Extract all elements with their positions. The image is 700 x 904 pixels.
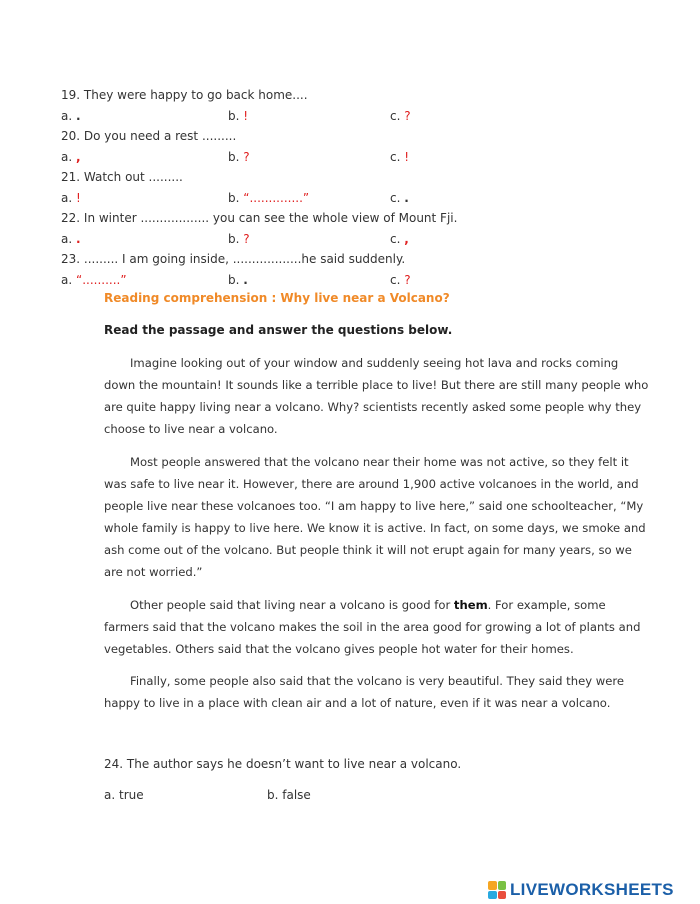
question-24-option-false[interactable]: b. false xyxy=(267,788,311,802)
question-19: 19. They were happy to go back home.... xyxy=(61,88,308,102)
passage-paragraph-1: Imagine looking out of your window and suddenly seeing hot lava and rocks coming down the mountain! It sounds like a terrible place to live! But there are still many people who are quite happy living near a volcano. Why? scientists recently asked some people why they choose to live near a volcano. xyxy=(104,356,649,436)
question-20-option-a[interactable]: a. , xyxy=(61,150,81,164)
question-23: 23. ......... I am going inside, ..................he said suddenly. xyxy=(61,252,406,266)
liveworksheets-logo xyxy=(488,880,674,900)
question-20-option-b[interactable]: b. ? xyxy=(228,150,250,164)
question-20-option-c[interactable]: c. ! xyxy=(390,150,410,164)
question-21: 21. Watch out ......... xyxy=(61,170,183,184)
liveworksheets-logo-text: LIVEWORKSHEETS xyxy=(510,880,674,899)
reading-instructions: Read the passage and answer the questions below. xyxy=(104,323,453,337)
question-19-option-b[interactable]: b. ! xyxy=(228,109,249,123)
passage-paragraph-3: Other people said that living near a volcano is good for them. For example, some farmers said that the volcano makes the soil in the area good for growing a lot of plants and vegetables. Others said that the volcano gives people hot water for their homes. xyxy=(104,598,641,656)
liveworksheets-logo-icon xyxy=(488,881,506,899)
question-19-option-a[interactable]: a. . xyxy=(61,109,81,123)
question-20: 20. Do you need a rest ......... xyxy=(61,129,237,143)
question-21-option-a[interactable]: a. ! xyxy=(61,191,81,205)
question-22-option-c[interactable]: c. , xyxy=(390,232,409,246)
question-23-option-c[interactable]: c. ? xyxy=(390,273,411,287)
question-24: 24. The author says he doesn’t want to live near a volcano. xyxy=(104,757,462,771)
question-23-option-b[interactable]: b. . xyxy=(228,273,248,287)
question-24-option-true[interactable]: a. true xyxy=(104,788,144,802)
question-23-option-a[interactable]: a. “..........” xyxy=(61,273,127,287)
reading-section-title: Reading comprehension : Why live near a Volcano? xyxy=(104,291,450,305)
question-21-option-c[interactable]: c. . xyxy=(390,191,409,205)
question-19-option-c[interactable]: c. ? xyxy=(390,109,411,123)
passage-paragraph-4: Finally, some people also said that the volcano is very beautiful. They said they were happy to live in a place with clean air and a lot of nature, even if it was near a volcano. xyxy=(104,674,625,710)
question-22-option-a[interactable]: a. . xyxy=(61,232,81,246)
question-22: 22. In winter .................. you can see the whole view of Mount Fji. xyxy=(61,211,458,225)
passage-paragraph-2: Most people answered that the volcano near their home was not active, so they felt it was safe to live near it. However, there are around 1,900 active volcanoes in the world, and people live near these volcanoes too. “I am happy to live here,” said one schoolteacher, “My whole family is happy to live here. We know it is active. In fact, on some days, we smoke and ash come out of the volcano. But people think it will not erupt again for many years, so we are not worried.” xyxy=(104,455,646,579)
question-22-option-b[interactable]: b. ? xyxy=(228,232,250,246)
question-21-option-b[interactable]: b. “..............” xyxy=(228,191,310,205)
passage-emphasis-them: them xyxy=(453,598,488,612)
